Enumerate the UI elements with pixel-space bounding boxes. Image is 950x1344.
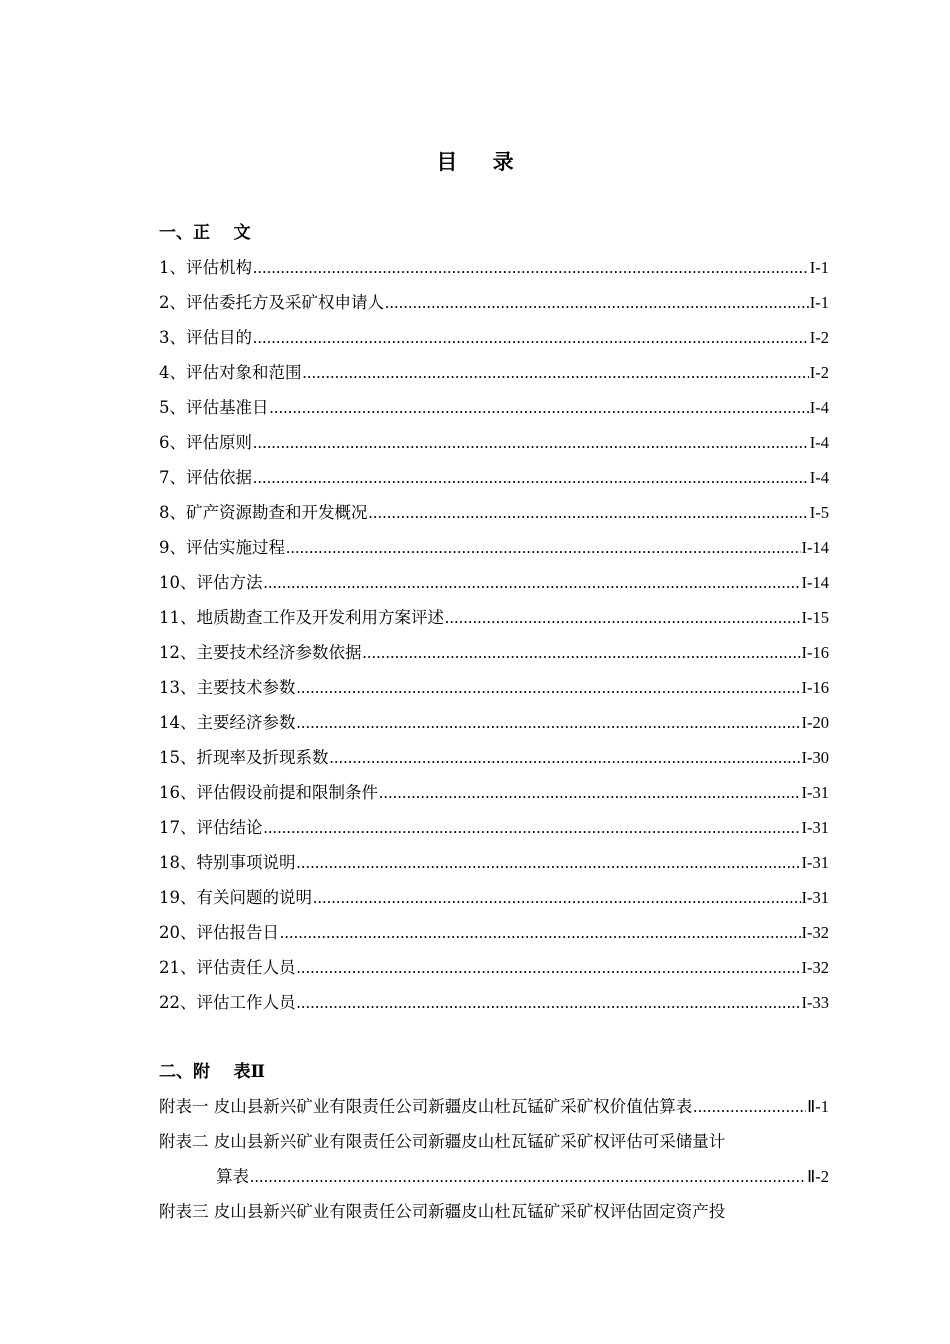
toc-entry[interactable] <box>159 495 829 530</box>
appendix-entry-3-line-1[interactable] <box>159 1194 829 1229</box>
toc-entry-label: 22、评估工作人员 <box>159 993 296 1012</box>
toc-entry-page: I-31 <box>801 888 829 907</box>
leader-dots <box>286 530 801 565</box>
leader-dots <box>253 250 809 285</box>
toc-entry-page: I-14 <box>801 573 829 592</box>
toc-entry[interactable] <box>159 250 829 285</box>
toc-entry[interactable] <box>159 565 829 600</box>
leader-dots <box>297 950 801 985</box>
toc-entry-page: I-31 <box>801 818 829 837</box>
leader-dots <box>369 495 809 530</box>
toc-entry-page: I-2 <box>809 363 829 382</box>
appendix-entry-page: Ⅱ-2 <box>807 1167 829 1186</box>
appendix-entry-label: 附表一 皮山县新兴矿业有限责任公司新疆皮山杜瓦锰矿采矿权价值估算表 <box>159 1097 693 1116</box>
toc-entry-label: 4、评估对象和范围 <box>159 363 302 382</box>
toc-entry-page: I-1 <box>809 258 829 277</box>
toc-entry-label: 18、特别事项说明 <box>159 853 296 872</box>
toc-entry[interactable] <box>159 600 829 635</box>
appendix-entry-label: 附表二 皮山县新兴矿业有限责任公司新疆皮山杜瓦锰矿采矿权评估可采储量计 <box>159 1132 726 1151</box>
appendix-entry-label-cont: 算表 <box>216 1167 249 1186</box>
toc-entry[interactable] <box>159 880 829 915</box>
toc-entry-label: 1、评估机构 <box>159 258 252 277</box>
leader-dots <box>297 985 801 1020</box>
toc-entry-page: I-4 <box>809 433 829 452</box>
leader-dots <box>303 355 809 390</box>
toc-entry-label: 17、评估结论 <box>159 818 263 837</box>
toc-entry[interactable] <box>159 635 829 670</box>
leader-dots <box>253 460 809 495</box>
appendix-entry-page: Ⅱ-1 <box>807 1097 829 1116</box>
toc-entry-page: I-20 <box>801 713 829 732</box>
toc-entry-page: I-32 <box>801 923 829 942</box>
section-heading-main-text: 一、正 文 <box>159 223 251 243</box>
toc-entry-label: 19、有关问题的说明 <box>159 888 312 907</box>
appendix-entry-label: 附表三 皮山县新兴矿业有限责任公司新疆皮山杜瓦锰矿采矿权评估固定资产投 <box>159 1202 726 1221</box>
leader-dots <box>363 635 801 670</box>
leader-dots <box>693 1089 806 1124</box>
toc-entry-page: I-15 <box>801 608 829 627</box>
toc-entry-page: I-4 <box>809 468 829 487</box>
toc-entry-page: I-1 <box>809 293 829 312</box>
toc-entry[interactable] <box>159 425 829 460</box>
toc-entry-page: I-2 <box>809 328 829 347</box>
toc-list <box>159 250 829 1020</box>
leader-dots <box>445 600 801 635</box>
toc-entry-label: 21、评估责任人员 <box>159 958 296 977</box>
toc-entry-label: 8、矿产资源勘查和开发概况 <box>159 503 368 522</box>
appendix-entry-2-line-2[interactable] <box>159 1159 829 1194</box>
leader-dots <box>297 705 801 740</box>
toc-entry[interactable] <box>159 530 829 565</box>
page-title: 目 录 <box>436 149 528 174</box>
toc-entry[interactable] <box>159 705 829 740</box>
leader-dots <box>297 670 801 705</box>
toc-entry[interactable] <box>159 950 829 985</box>
toc-entry-page: I-5 <box>809 503 829 522</box>
toc-entry-label: 3、评估目的 <box>159 328 252 347</box>
toc-entry[interactable] <box>159 915 829 950</box>
toc-entry-label: 5、评估基准日 <box>159 398 269 417</box>
leader-dots <box>379 775 801 810</box>
toc-entry[interactable] <box>159 285 829 320</box>
toc-entry-page: I-31 <box>801 853 829 872</box>
toc-entry-label: 11、地质勘查工作及开发利用方案评述 <box>159 608 444 627</box>
toc-entry[interactable] <box>159 845 829 880</box>
leader-dots <box>330 740 801 775</box>
toc-entry[interactable] <box>159 390 829 425</box>
toc-entry-label: 6、评估原则 <box>159 433 252 452</box>
toc-entry-page: I-33 <box>801 993 829 1012</box>
toc-entry-label: 13、主要技术参数 <box>159 678 296 697</box>
leader-dots <box>385 285 809 320</box>
leader-dots <box>297 845 801 880</box>
appendix-entry-2-line-1[interactable] <box>159 1124 829 1159</box>
leader-dots <box>313 880 801 915</box>
toc-entry-label: 14、主要经济参数 <box>159 713 296 732</box>
toc-entry-label: 20、评估报告日 <box>159 923 279 942</box>
toc-entry[interactable] <box>159 740 829 775</box>
toc-entry-label: 2、评估委托方及采矿权申请人 <box>159 293 384 312</box>
toc-entry-page: I-16 <box>801 643 829 662</box>
leader-dots <box>264 810 801 845</box>
toc-entry[interactable] <box>159 460 829 495</box>
toc-entry-label: 16、评估假设前提和限制条件 <box>159 783 378 802</box>
toc-entry-label: 10、评估方法 <box>159 573 263 592</box>
toc-entry-page: I-32 <box>801 958 829 977</box>
toc-entry-label: 15、折现率及折现系数 <box>159 748 329 767</box>
toc-entry-label: 9、评估实施过程 <box>159 538 285 557</box>
leader-dots <box>253 320 809 355</box>
toc-entry[interactable] <box>159 985 829 1020</box>
leader-dots <box>264 565 801 600</box>
toc-entry-page: I-31 <box>801 783 829 802</box>
toc-entry[interactable] <box>159 670 829 705</box>
leader-dots <box>270 390 809 425</box>
leader-dots <box>253 425 809 460</box>
toc-entry[interactable] <box>159 355 829 390</box>
leader-dots <box>250 1159 806 1194</box>
toc-entry-label: 12、主要技术经济参数依据 <box>159 643 362 662</box>
toc-entry-page: I-30 <box>801 748 829 767</box>
toc-entry-page: I-4 <box>809 398 829 417</box>
toc-entry-page: I-14 <box>801 538 829 557</box>
toc-entry[interactable] <box>159 320 829 355</box>
toc-entry[interactable] <box>159 775 829 810</box>
appendix-entry-1[interactable] <box>159 1089 829 1124</box>
section-heading-appendix: 二、附 表Ⅱ <box>159 1062 266 1082</box>
toc-entry[interactable] <box>159 810 829 845</box>
toc-entry-label: 7、评估依据 <box>159 468 252 487</box>
toc-entry-page: I-16 <box>801 678 829 697</box>
leader-dots <box>280 915 801 950</box>
appendix-list <box>159 1089 829 1229</box>
